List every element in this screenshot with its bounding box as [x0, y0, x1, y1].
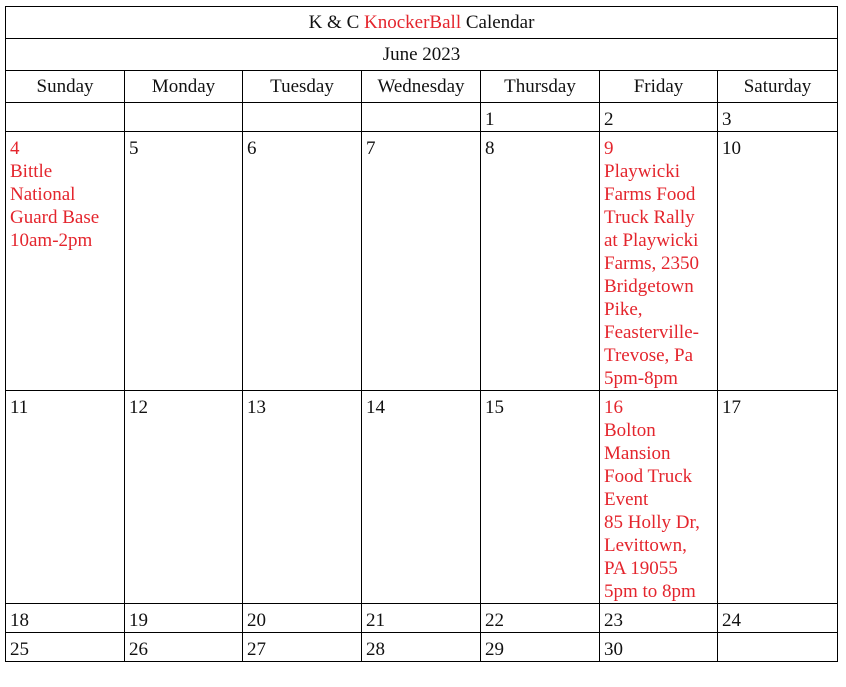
day-cell-14: 14: [362, 391, 481, 604]
week-row-3: [6, 391, 838, 604]
day-cell-21: 21: [362, 604, 481, 633]
day-cell-8: 8: [481, 132, 600, 391]
weekday-sunday: Sunday: [6, 71, 125, 103]
day-cell-1: 1: [481, 103, 600, 132]
weekday-saturday: Saturday: [718, 71, 838, 103]
day-cell-23: 23: [600, 604, 718, 633]
day-cell-empty: [243, 103, 362, 132]
day-cell-15: 15: [481, 391, 600, 604]
day-cell-11: 11: [6, 391, 125, 604]
day-cell-empty: [718, 633, 838, 662]
weekday-tuesday: Tuesday: [243, 71, 362, 103]
day-cell-10: 10: [718, 132, 838, 391]
day-cell-empty: [6, 103, 125, 132]
event-jun16: Bolton Mansion Food Truck Event 85 Holly Dr, Levittown, PA 19055 5pm to 8pm: [604, 420, 700, 602]
day-cell-28: 28: [362, 633, 481, 662]
week-row-5: [6, 633, 838, 662]
event-jun4: Bittle National Guard Base 10am-2pm: [10, 161, 100, 251]
day-cell-4: [6, 132, 125, 391]
weekday-friday: Friday: [600, 71, 718, 103]
day-cell-13: 13: [243, 391, 362, 604]
month-label: June 2023: [6, 39, 838, 71]
day-cell-19: 19: [125, 604, 243, 633]
day-cell-18: 18: [6, 604, 125, 633]
weekday-wednesday: Wednesday: [362, 71, 481, 103]
day-cell-6: 6: [243, 132, 362, 391]
day-cell-empty: [362, 103, 481, 132]
title-brand: KnockerBall: [364, 12, 462, 33]
title-prefix: K & C: [308, 12, 365, 33]
day-cell-7: 7: [362, 132, 481, 391]
day-cell-5: 5: [125, 132, 243, 391]
day-number: 16: [604, 397, 623, 418]
calendar-title: [6, 7, 838, 39]
weekday-monday: Monday: [125, 71, 243, 103]
event-jun9: Playwicki Farms Food Truck Rally at Playwicki Farms, 2350 Bridgetown Pike, Feasterville- Trevose, Pa 5pm-8pm: [604, 161, 699, 389]
week-row-2: [6, 132, 838, 391]
day-number: 9: [604, 138, 614, 159]
day-cell-25: 25: [6, 633, 125, 662]
day-cell-12: 12: [125, 391, 243, 604]
day-cell-16: [600, 391, 718, 604]
day-cell-empty: [125, 103, 243, 132]
day-cell-20: 20: [243, 604, 362, 633]
week-row-4: [6, 604, 838, 633]
day-cell-24: 24: [718, 604, 838, 633]
day-number: 4: [10, 138, 20, 159]
weekday-header-row: [6, 71, 838, 103]
weekday-thursday: Thursday: [481, 71, 600, 103]
week-row-1: [6, 103, 838, 132]
day-cell-22: 22: [481, 604, 600, 633]
day-cell-9: [600, 132, 718, 391]
calendar-table: [5, 6, 838, 662]
title-suffix: Calendar: [461, 12, 535, 33]
day-cell-30: 30: [600, 633, 718, 662]
day-cell-29: 29: [481, 633, 600, 662]
day-cell-17: 17: [718, 391, 838, 604]
day-cell-26: 26: [125, 633, 243, 662]
day-cell-3: 3: [718, 103, 838, 132]
day-cell-27: 27: [243, 633, 362, 662]
day-cell-2: 2: [600, 103, 718, 132]
